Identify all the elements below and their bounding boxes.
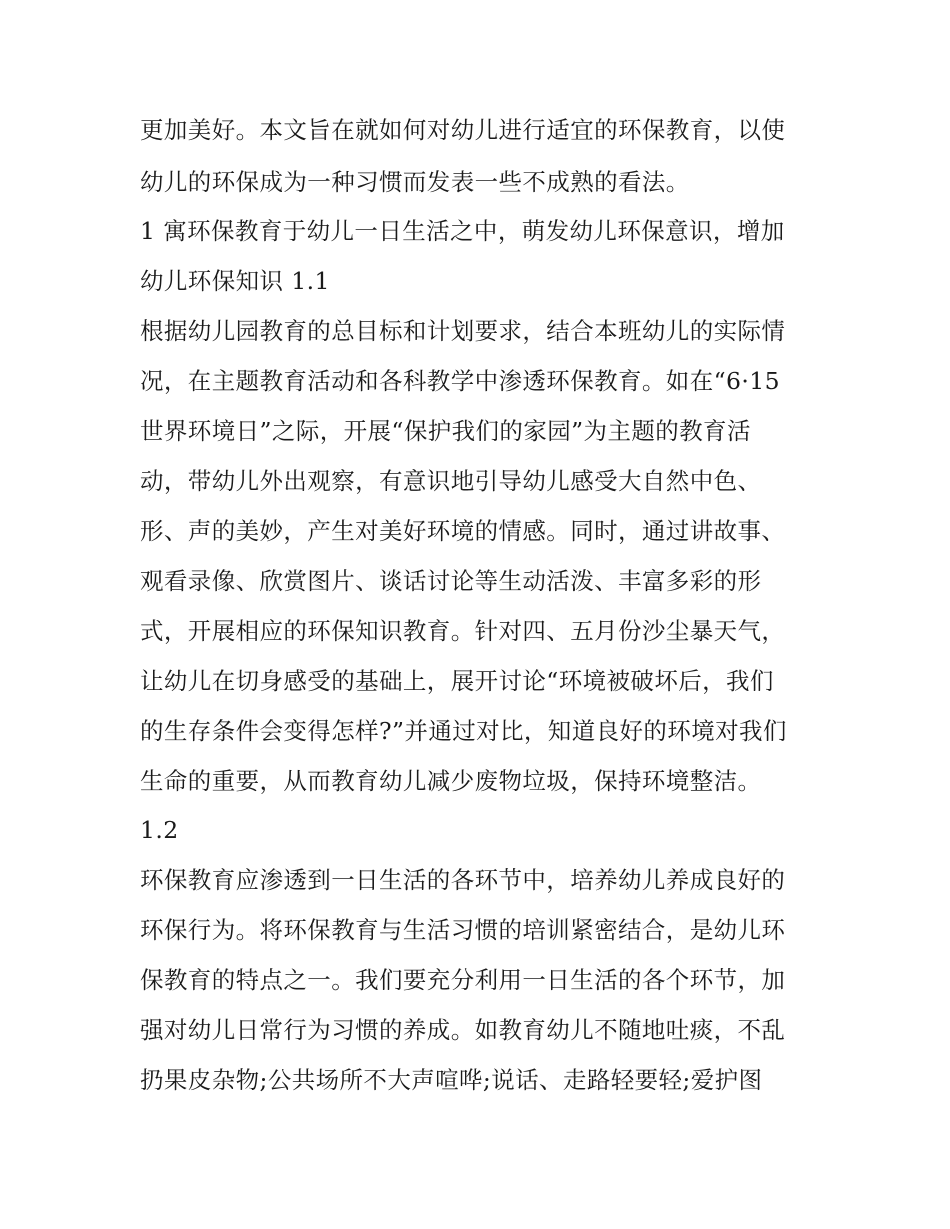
text-line: 幼儿的环保成为一种习惯而发表一些不成熟的看法。 <box>140 168 690 196</box>
text-line: 更加美好。本文旨在就如何对幼儿进行适宜的环保教育，以使 <box>140 116 786 144</box>
text-line: 生命的重要，从而教育幼儿减少废物垃圾，保持环境整洁。 <box>140 767 762 795</box>
text-line: 扔果皮杂物;公共场所不大声喧哗;说话、走路轻要轻;爱护图 <box>140 1066 763 1094</box>
text-line: 形、声的美妙，产生对美好环境的情感。同时，通过讲故事、 <box>140 517 786 545</box>
text-line: 式，开展相应的环保知识教育。针对四、五月份沙尘暴天气， <box>140 617 786 645</box>
text-line: 的生存条件会变得怎样?”并通过对比，知道良好的环境对我们 <box>140 717 787 745</box>
text-line: 况，在主题教育活动和各科教学中渗透环保教育。如在“6·15 <box>140 367 780 395</box>
text-line: 让幼儿在切身感受的基础上，展开讨论“环境被破坏后，我们 <box>140 667 774 695</box>
text-line: 环保行为。将环保教育与生活习惯的培训紧密结合，是幼儿环 <box>140 916 786 944</box>
section-number: 1.2 <box>140 816 179 844</box>
text-line: 保教育的特点之一。我们要充分利用一日生活的各个环节，加 <box>140 966 786 994</box>
text-line: 强对幼儿日常行为习惯的养成。如教育幼儿不随地吐痰，不乱 <box>140 1016 786 1044</box>
text-line: 观看录像、欣赏图片、谈话讨论等生动活泼、丰富多彩的形 <box>140 567 762 595</box>
text-line: 根据幼儿园教育的总目标和计划要求，结合本班幼儿的实际情 <box>140 317 786 345</box>
text-line: 幼儿环保知识 1.1 <box>140 267 330 295</box>
text-line: 1 寓环保教育于幼儿一日生活之中，萌发幼儿环保意识，增加 <box>140 217 785 245</box>
text-line: 环保教育应渗透到一日生活的各环节中，培养幼儿养成良好的 <box>140 866 786 894</box>
text-line: 动，带幼儿外出观察，有意识地引导幼儿感受大自然中色、 <box>140 467 762 495</box>
text-line: 世界环境日”之际，开展“保护我们的家园”为主题的教育活 <box>140 417 751 445</box>
